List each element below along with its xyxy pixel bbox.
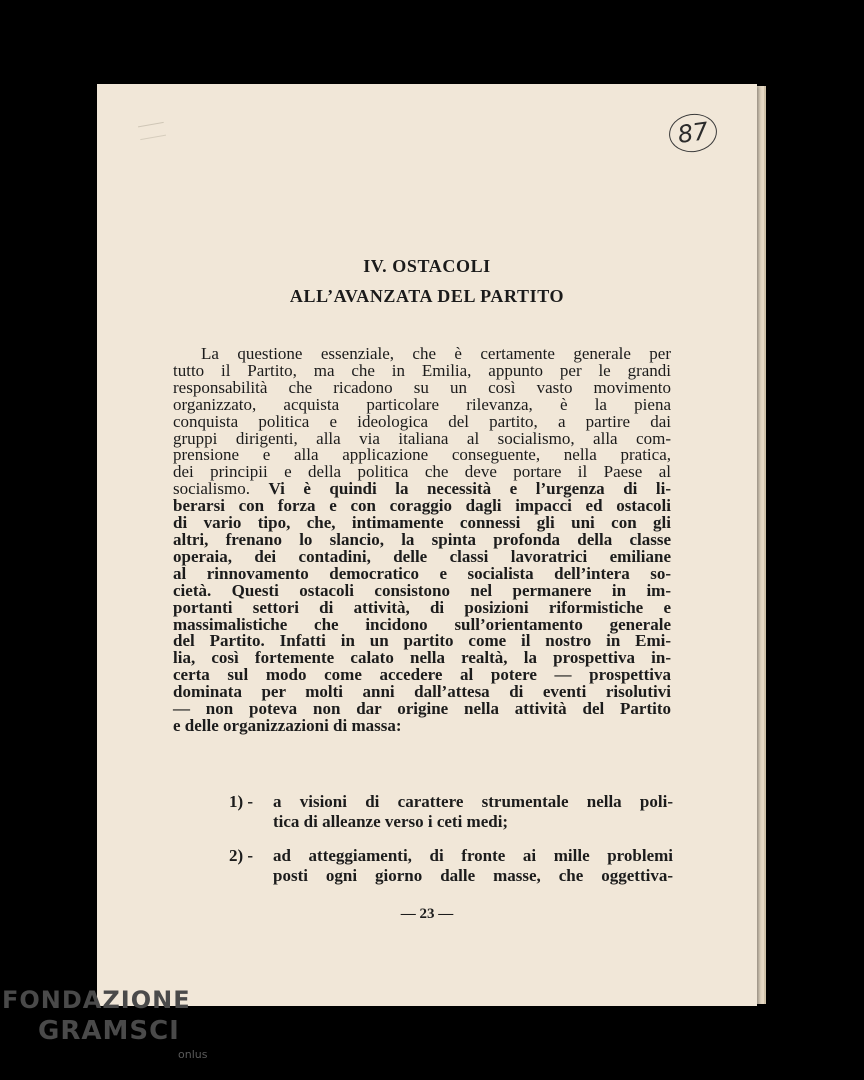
watermark-line: FONDAZIONE: [2, 986, 191, 1014]
body-line: operaia, dei contadini, delle classi lavoratrici emiliane: [173, 546, 671, 566]
watermark-line: GRAMSCI: [38, 1016, 180, 1046]
pencil-mark: [138, 122, 166, 140]
body-line: al rinnovamento democratico e socialista dell’intera so-: [173, 563, 671, 583]
body-line: conquista politica e ideologica del partito, a partire dai: [173, 411, 671, 431]
body-line-plain: socialismo.: [173, 479, 269, 499]
body-line: organizzato, acquista particolare rilevanza, è la piena: [173, 394, 671, 414]
body-line-bold: Vi è quindi la necessità e l’urgenza di li-: [268, 479, 671, 499]
list-item: [229, 846, 673, 890]
body-line: di vario tipo, che, intimamente connessi gli uni con gli: [173, 513, 671, 533]
page-number: — 23 —: [400, 906, 454, 922]
body-paragraph: [173, 346, 671, 735]
section-title: IV. OSTACOLI: [363, 256, 491, 276]
body-line: lia, così fortemente calato nella realtà, la prospettiva in-: [173, 648, 671, 668]
body-line: dominata per molti anni dall’attesa di eventi risolutivi: [173, 682, 671, 702]
list-item-line: ad atteggiamenti, di fronte ai mille problemi: [273, 846, 673, 865]
body-line: tutto il Partito, ma che in Emilia, appunto per le grandi: [173, 360, 671, 380]
section-subtitle: ALL’AVANZATA DEL PARTITO: [289, 286, 565, 306]
list-item: [229, 792, 673, 836]
body-line: responsabilità che ricadono su un così vasto movimento: [173, 377, 671, 397]
body-line: altri, frenano lo slancio, la spinta profonda della classe: [173, 529, 671, 549]
body-line: e delle organizzazioni di massa:: [173, 715, 402, 735]
body-line: massimalistiche che incidono sull’orientamento generale: [173, 614, 671, 634]
list-item-number: 1) -: [229, 792, 254, 811]
list-item-text: [273, 846, 673, 886]
body-line: La questione essenziale, che è certamente generale per: [201, 344, 671, 363]
watermark-line: onlus: [178, 1048, 208, 1061]
body-line: del Partito. Infatti in un partito come il nostro in Emi-: [173, 631, 671, 651]
document-page: [97, 84, 757, 1006]
list-item-line: tica di alleanze verso i ceti medi;: [273, 812, 509, 831]
watermark-logo: [2, 986, 222, 1080]
list-item-number: 2) -: [229, 846, 254, 865]
list-item-line: a visioni di carattere strumentale nella poli-: [273, 792, 673, 811]
list-item-line: posti ogni giorno dalle masse, che oggettiva-: [273, 866, 673, 885]
body-line: cietà. Questi ostacoli consistono nel permanere in im-: [173, 580, 671, 600]
body-line: certa sul modo come accedere al potere — prospettiva: [173, 665, 671, 685]
folio-number: 87: [667, 111, 720, 155]
list-item-text: [273, 792, 673, 832]
body-line: dei principii e della politica che deve portare il Paese al: [173, 462, 671, 482]
body-line: — non poteva non dar origine nella attività del Partito: [173, 699, 671, 719]
body-line: berarsi con forza e con coraggio dagli impacci ed ostacoli: [173, 496, 671, 516]
body-line: gruppi dirigenti, alla via italiana al socialismo, alla com-: [173, 428, 671, 448]
body-line: portanti settori di attività, di posizioni riformistiche e: [173, 597, 671, 617]
body-line: prensione e alla applicazione conseguente, nella pratica,: [173, 445, 671, 465]
